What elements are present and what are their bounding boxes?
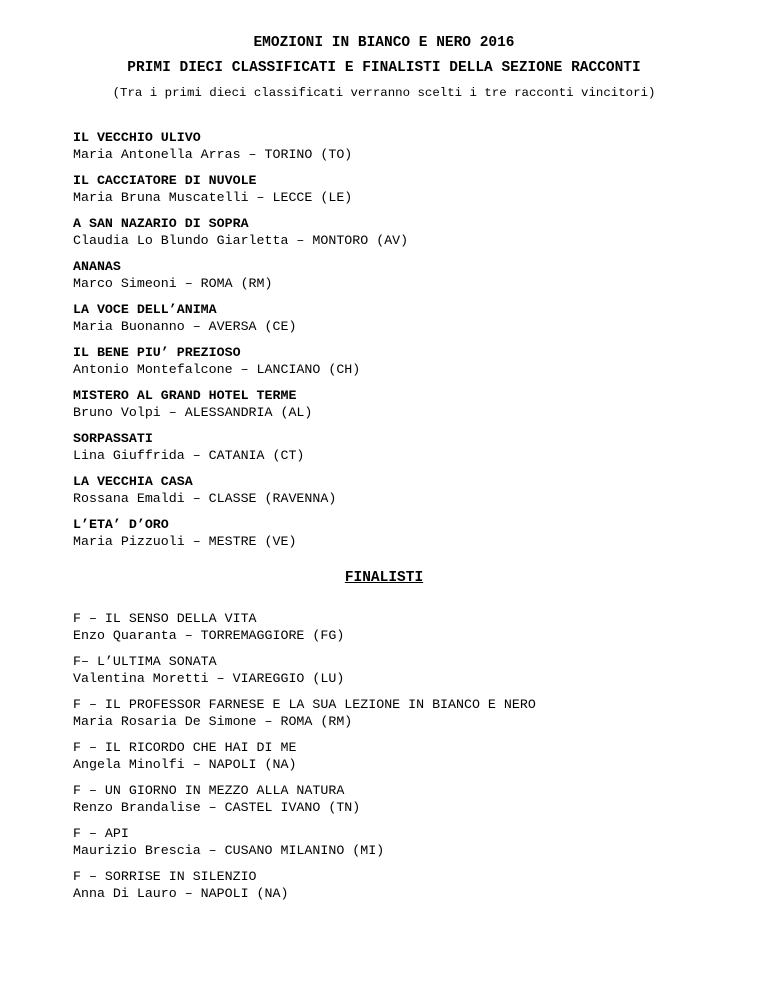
work-author: Maria Antonella Arras – TORINO (TO) — [73, 146, 353, 162]
list-item — [73, 474, 733, 507]
work-title: L’ETA’ D’ORO — [73, 517, 169, 532]
finalists-heading-text: FINALISTI — [344, 570, 424, 586]
document-note: (Tra i primi dieci classificati verranno scelti i tre racconti vincitori) — [112, 86, 656, 100]
list-item — [73, 388, 733, 421]
work-author: Enzo Quaranta – TORREMAGGIORE (FG) — [73, 627, 345, 643]
work-title: F – IL SENSO DELLA VITA — [73, 611, 257, 626]
work-author: Marco Simeoni – ROMA (RM) — [73, 275, 273, 291]
work-title: IL CACCIATORE DI NUVOLE — [73, 173, 257, 188]
work-title: F – IL PROFESSOR FARNESE E LA SUA LEZIONE IN BIANCO E NERO — [73, 697, 536, 712]
work-author: Valentina Moretti – VIAREGGIO (LU) — [73, 670, 345, 686]
work-author: Maria Rosaria De Simone – ROMA (RM) — [73, 713, 353, 729]
work-title: LA VOCE DELL’ANIMA — [73, 302, 217, 317]
document-title: EMOZIONI IN BIANCO E NERO 2016 — [253, 35, 515, 51]
work-title: F – IL RICORDO CHE HAI DI ME — [73, 740, 297, 755]
work-title: LA VECCHIA CASA — [73, 474, 193, 489]
work-title: SORPASSATI — [73, 431, 153, 446]
list-item — [73, 431, 733, 464]
list-item — [73, 783, 753, 816]
list-item — [73, 697, 753, 730]
work-author: Rossana Emaldi – CLASSE (RAVENNA) — [73, 490, 337, 506]
list-item — [73, 345, 733, 378]
list-item — [73, 130, 733, 163]
list-item — [73, 740, 753, 773]
finalists-heading — [0, 569, 768, 587]
list-item — [73, 826, 753, 859]
list-item — [73, 611, 753, 644]
work-author: Renzo Brandalise – CASTEL IVANO (TN) — [73, 799, 361, 815]
work-author: Claudia Lo Blundo Giarletta – MONTORO (AV) — [73, 232, 409, 248]
work-title: MISTERO AL GRAND HOTEL TERME — [73, 388, 297, 403]
work-author: Antonio Montefalcone – LANCIANO (CH) — [73, 361, 361, 377]
work-author: Anna Di Lauro – NAPOLI (NA) — [73, 885, 289, 901]
finalists-list — [73, 611, 753, 912]
work-author: Maria Pizzuoli – MESTRE (VE) — [73, 533, 297, 549]
work-title: F– L’ULTIMA SONATA — [73, 654, 217, 669]
work-author: Maurizio Brescia – CUSANO MILANINO (MI) — [73, 842, 385, 858]
list-item — [73, 869, 753, 902]
document-subtitle: PRIMI DIECI CLASSIFICATI E FINALISTI DELLA SEZIONE RACCONTI — [127, 60, 641, 76]
work-title: ANANAS — [73, 259, 121, 274]
work-title: IL VECCHIO ULIVO — [73, 130, 201, 145]
work-author: Angela Minolfi – NAPOLI (NA) — [73, 756, 297, 772]
work-author: Bruno Volpi – ALESSANDRIA (AL) — [73, 404, 313, 420]
top-ten-list — [73, 130, 733, 560]
work-title: A SAN NAZARIO DI SOPRA — [73, 216, 249, 231]
work-title: F – UN GIORNO IN MEZZO ALLA NATURA — [73, 783, 345, 798]
list-item — [73, 517, 733, 550]
work-author: Maria Bruna Muscatelli – LECCE (LE) — [73, 189, 353, 205]
list-item — [73, 216, 733, 249]
list-item — [73, 259, 733, 292]
work-title: F – SORRISE IN SILENZIO — [73, 869, 257, 884]
work-title: F – API — [73, 826, 129, 841]
work-title: IL BENE PIU’ PREZIOSO — [73, 345, 241, 360]
work-author: Lina Giuffrida – CATANIA (CT) — [73, 447, 305, 463]
work-author: Maria Buonanno – AVERSA (CE) — [73, 318, 297, 334]
list-item — [73, 654, 753, 687]
list-item — [73, 173, 733, 206]
list-item — [73, 302, 733, 335]
